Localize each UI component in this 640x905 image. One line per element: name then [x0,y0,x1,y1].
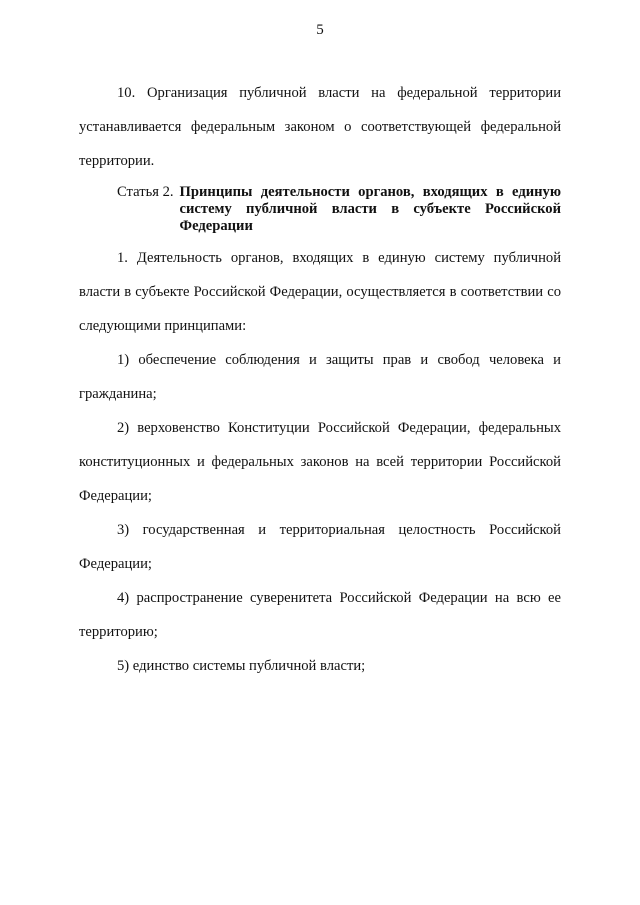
page-number: 5 [316,22,324,38]
list-item-3: 3) государственная и территориальная целостность Российской Федерации; [79,522,561,572]
list-item-1: 1) обеспечение соблюдения и защиты прав и свобод человека и гражданина; [79,352,561,402]
article-title: Принципы деятельности органов, входящих в единую систему публичной власти в субъекте Российской Федерации [179,184,561,234]
list-item-2: 2) верховенство Конституции Российской Федерации, федеральных конституционных и федеральных законов на всей территории Российской Федерации; [79,420,561,504]
list-item-5: 5) единство системы публичной власти; [117,658,366,674]
paragraph-1: 1. Деятельность органов, входящих в единую систему публичной власти в субъекте Российской Федерации, осуществляется в соответствии со следующими принципами: [79,250,561,334]
document-body [79,76,561,683]
article-heading [79,184,561,235]
list-item-4: 4) распространение суверенитета Российской Федерации на всю ее территорию; [79,590,561,640]
article-label: Статья 2. [117,184,174,200]
paragraph-10: 10. Организация публичной власти на федеральной территории устанавливается федеральным законом о соответствующей федеральной территории. [79,85,561,169]
